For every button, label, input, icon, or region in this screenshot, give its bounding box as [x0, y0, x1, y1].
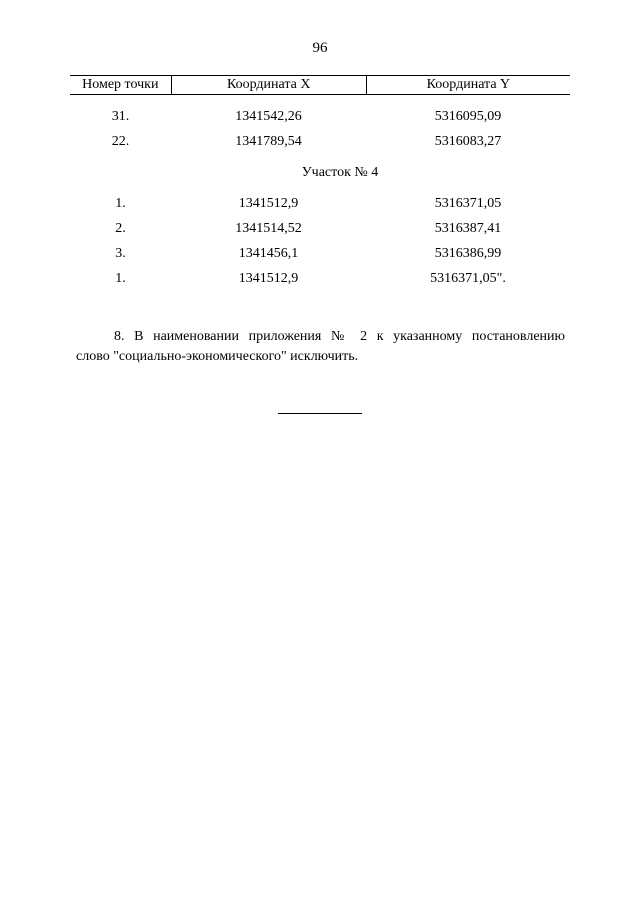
header-point-number: Номер точки [82, 77, 159, 92]
coordinate-x: 1341542,26 [235, 109, 302, 124]
coordinates-table [70, 75, 570, 291]
coordinate-y: 5316371,05". [430, 271, 506, 286]
coordinate-y: 5316386,99 [434, 246, 502, 261]
page-number: 96 [312, 40, 328, 56]
header-coordinate-y: Координата Y [366, 76, 570, 94]
paragraph-line: слово "социально-экономического" исключить. [76, 349, 359, 364]
coordinate-x: 1341789,54 [235, 134, 302, 149]
point-number: 3. [115, 246, 126, 261]
point-number: 31. [111, 109, 130, 124]
coordinate-x: 1341514,52 [235, 221, 302, 236]
section-title: Участок № 4 [301, 165, 379, 180]
table-row [70, 216, 570, 241]
point-number: 1. [115, 196, 126, 211]
paragraph-line: 8. В наименовании приложения № 2 к указанному постановлению [114, 329, 565, 344]
header-coordinate-x: Координата X [171, 76, 366, 94]
point-number: 2. [115, 221, 126, 236]
coordinate-x: 1341512,9 [238, 271, 299, 286]
table-row [70, 104, 570, 129]
coordinate-x: 1341512,9 [238, 196, 299, 211]
table-header [70, 75, 570, 95]
point-number: 1. [115, 271, 126, 286]
table-row [70, 266, 570, 291]
table-row [70, 241, 570, 266]
end-separator-line [278, 413, 362, 414]
table-row [70, 191, 570, 216]
table-row [70, 129, 570, 154]
coordinate-y: 5316387,41 [434, 221, 502, 236]
coordinate-x: 1341456,1 [238, 246, 299, 261]
coordinate-y: 5316083,27 [434, 134, 502, 149]
amendment-paragraph [76, 327, 565, 367]
point-number: 22. [111, 134, 130, 149]
coordinate-y: 5316095,09 [434, 109, 502, 124]
coordinate-y: 5316371,05 [434, 196, 502, 211]
